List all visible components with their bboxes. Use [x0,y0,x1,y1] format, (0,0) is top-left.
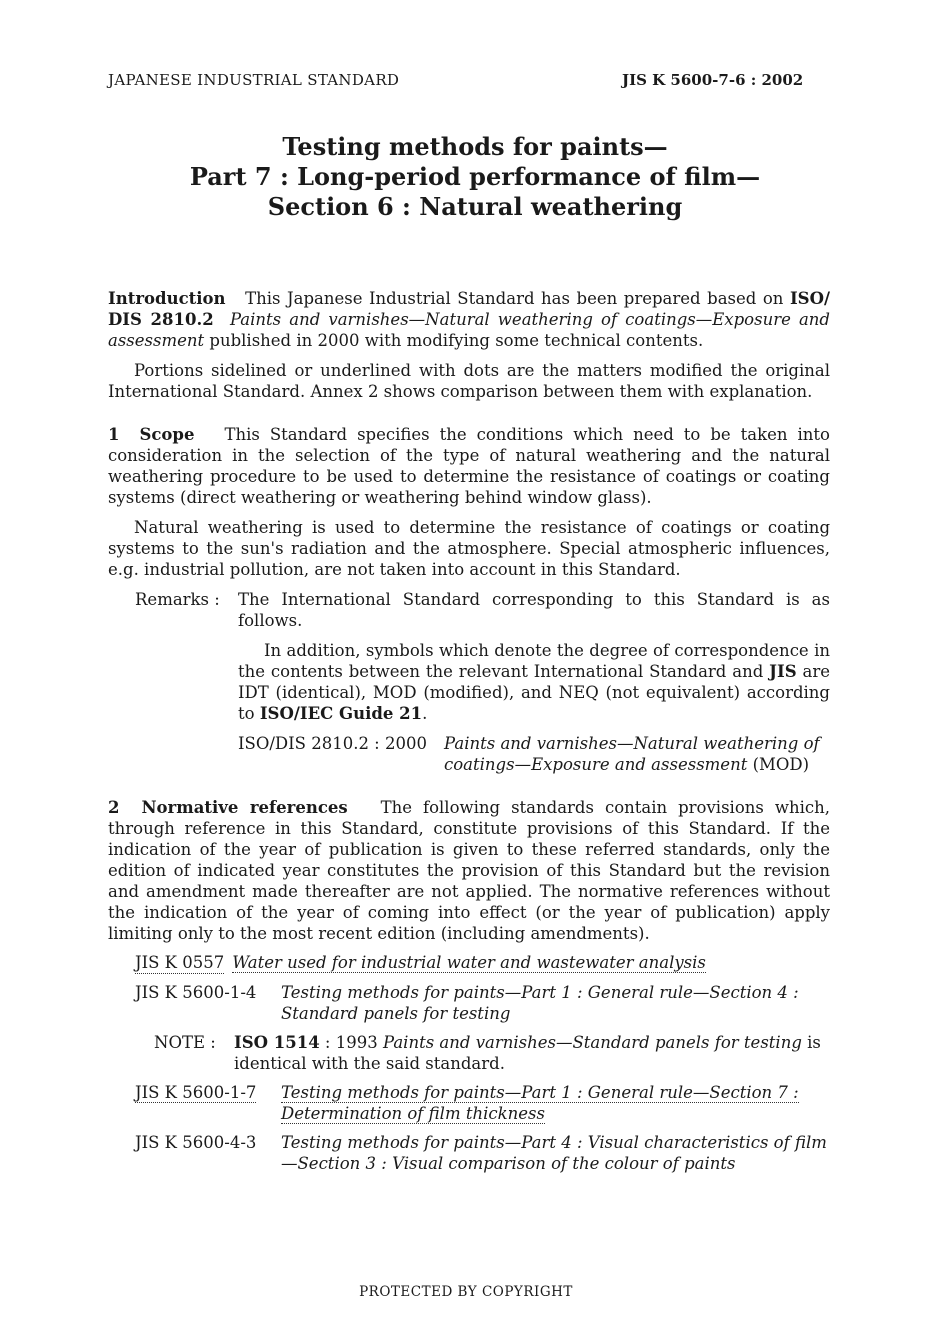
intro-paragraph-2: Portions sidelined or underlined with dots are the matters modified the original International Standard. Annex 2 shows comparison between them with explanation. [108,361,830,401]
reference-title: Water used for industrial water and wastewater analysis [232,953,706,972]
reference-item [108,1082,830,1124]
document-body [108,288,830,1174]
scope-heading: Scope [139,425,195,444]
title-line-3: Section 6 : Natural weathering [267,192,683,221]
intro-heading: Introduction [108,289,226,308]
remarks-content [238,589,830,775]
scope-paragraph-2: Natural weathering is used to determine the resistance of coatings or coating systems to the sun's radiation and the atmosphere. Special atmospheric influences, e.g. industrial pollution, are not taken into account in this Standard. [108,518,830,579]
corresponding-iso-title [444,733,830,775]
corresponding-iso [238,733,830,775]
reference-title: Testing methods for paints—Part 1 : General rule—Section 4 : Standard panels for testing [281,983,799,1023]
remarks-text-2a: In addition, symbols which denote the degree of correspondence in the contents between the relevant International Standard and [238,641,830,681]
title-line-2: Part 7 : Long-period performance of film— [189,162,761,191]
reference-code: JIS K 0557 [135,953,225,972]
reference-item [108,1132,830,1174]
intro-text-b: published in 2000 with modifying some technical contents. [204,331,704,350]
header-standard-number: JIS K 5600-7-6 : 2002 [622,71,804,89]
reference-note [108,1032,830,1074]
remarks-text-2c: . [422,704,428,723]
remarks-text-2b: are IDT (identical), MOD (modified), and NEQ (not equivalent) according to [238,662,831,723]
corresponding-iso-title-text: Paints and varnishes—Natural weathering of coatings—Exposure and assessment [444,734,820,774]
note-year: : 1993 [319,1033,383,1052]
scope-number: 1 [108,425,120,444]
remarks-label: Remarks : [135,590,220,609]
reference-item [108,952,830,974]
scope-paragraph-1 [108,424,830,508]
reference-item [108,982,830,1024]
remarks-jis: JIS [769,662,797,681]
intro-iso-title: Paints and varnishes—Natural weathering of coatings—Exposure and assessment [108,310,830,350]
note-title: Paints and varnishes—Standard panels for testing [382,1033,802,1052]
document-title [0,132,950,222]
scope-remarks [108,589,830,775]
note-label: NOTE : [154,1033,216,1052]
intro-iso-ref: ISO/ DIS 2810.2 [108,289,830,329]
normative-number: 2 [108,798,120,817]
note-iso: ISO 1514 [234,1033,320,1052]
reference-code: JIS K 5600-1-7 [135,1083,257,1102]
reference-code: JIS K 5600-1-4 [135,983,257,1002]
reference-code: JIS K 5600-4-3 [135,1133,257,1152]
reference-title: Testing methods for paints—Part 1 : General rule—Section 7 : Determination of film thickness [281,1083,799,1123]
normative-heading: Normative references [141,798,348,817]
intro-paragraph-1 [108,288,830,351]
intro-text-a: This Japanese Industrial Standard has been prepared based on [245,289,790,308]
remarks-text-1: The International Standard corresponding to this Standard is as follows. [238,590,830,630]
title-line-1: Testing methods for paints— [282,132,668,161]
corresponding-iso-code: ISO/DIS 2810.2 : 2000 [238,734,427,753]
reference-title: Testing methods for paints—Part 4 : Visual characteristics of film—Section 3 : Visual comparison of the colour of paints [281,1133,827,1173]
remarks-text-2 [238,640,830,724]
scope-text-1: This Standard specifies the conditions which need to be taken into consideration in the selection of the type of natural weathering and the natural weathering procedure to be used to determine the resistance of coatings or coating systems (direct weathering or weathering behind window glass). [108,425,830,507]
normative-text: The following standards contain provisions which, through reference in this Standard, constitute provisions of this Standard. If the indication of the year of publication is given to these referred standards, only the edition of indicated year constitutes the provision of this Standard but the revision and amendment made thereafter are not applied. The normative references without the indication of the year of coming into effect (or the year of publication) apply limiting only to the most recent edition (including amendments). [108,798,830,943]
normative-paragraph [108,797,830,944]
corresponding-iso-degree: (MOD) [747,755,810,774]
copyright-footer: PROTECTED BY COPYRIGHT [359,1284,573,1300]
header-standard-type: JAPANESE INDUSTRIAL STANDARD [108,71,400,89]
remarks-guide: ISO/IEC Guide 21 [259,704,423,723]
note-text [234,1032,830,1074]
note-tail: is identical with the said standard. [234,1033,821,1073]
